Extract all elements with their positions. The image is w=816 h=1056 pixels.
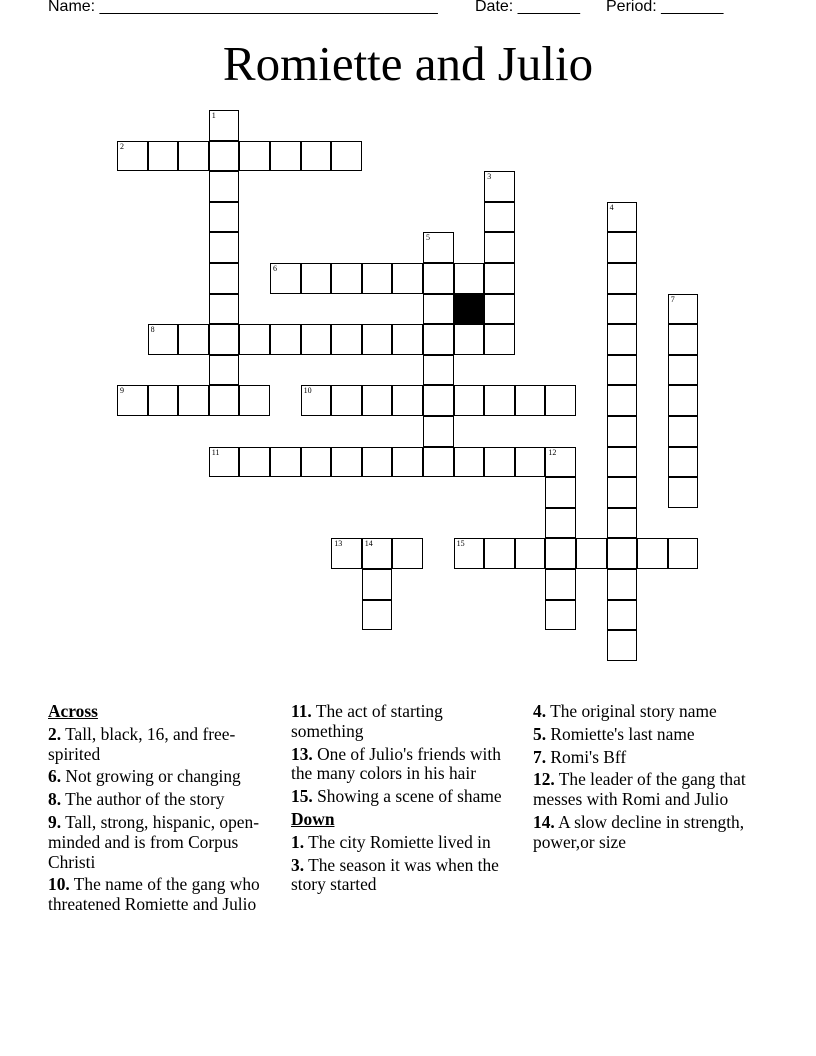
grid-cell[interactable] — [178, 324, 209, 355]
grid-cell[interactable] — [301, 324, 332, 355]
grid-cell[interactable] — [607, 600, 638, 631]
grid-cell[interactable] — [301, 141, 332, 172]
grid-cell[interactable] — [454, 263, 485, 294]
cell-number: 15 — [456, 539, 465, 549]
clue-column-2 — [291, 702, 516, 898]
page-title: Romiette and Julio — [222, 36, 594, 91]
cell-number: 1 — [211, 111, 216, 120]
grid-cell[interactable] — [607, 630, 638, 661]
grid-cell[interactable] — [668, 477, 699, 508]
cell-number: 3 — [487, 172, 492, 182]
cell-number: 4 — [609, 202, 614, 212]
grid-cell[interactable] — [209, 324, 240, 355]
grid-cell[interactable] — [607, 385, 638, 416]
grid-cell[interactable] — [209, 385, 240, 416]
grid-cell[interactable] — [362, 600, 393, 631]
cell-number: 2 — [120, 141, 124, 151]
grid-cell[interactable] — [209, 447, 240, 478]
date-field-label: Date: _______ — [475, 0, 580, 15]
grid-cell[interactable] — [515, 385, 546, 416]
grid-cell[interactable] — [178, 385, 209, 416]
down-heading: Down — [291, 808, 335, 829]
grid-cell[interactable] — [362, 447, 393, 478]
grid-cell[interactable] — [209, 263, 240, 294]
cell-number: 8 — [150, 325, 155, 335]
grid-cell[interactable] — [484, 294, 515, 325]
grid-cell[interactable] — [545, 477, 576, 508]
grid-cell[interactable] — [484, 324, 515, 355]
clue-down-12: 12. The leader of the gang that messes with Romi and Julio — [533, 769, 746, 810]
grid-cell[interactable] — [362, 385, 393, 416]
grid-cell[interactable] — [423, 355, 454, 386]
grid-cell[interactable] — [270, 447, 301, 478]
grid-cell[interactable] — [362, 324, 393, 355]
clue-down-1: 1. The city Romiette lived in — [291, 831, 491, 852]
grid-cell[interactable] — [331, 538, 362, 569]
clue-down-3: 3. The season it was when the story started — [291, 854, 499, 895]
grid-cell[interactable] — [515, 447, 546, 478]
clue-across-6: 6. Not growing or changing — [48, 766, 241, 787]
grid-cell[interactable] — [454, 447, 485, 478]
grid-cell[interactable] — [392, 385, 423, 416]
grid-cell[interactable] — [484, 202, 515, 233]
grid-cell[interactable] — [239, 324, 270, 355]
grid-cell[interactable] — [607, 232, 638, 263]
grid-cell[interactable] — [545, 447, 576, 478]
grid-cell[interactable] — [239, 385, 270, 416]
grid-cell[interactable] — [545, 385, 576, 416]
cell-number: 13 — [334, 539, 343, 549]
grid-cell[interactable] — [331, 263, 362, 294]
cell-number: 5 — [426, 233, 430, 243]
grid-cell[interactable] — [423, 447, 454, 478]
grid-cell[interactable] — [423, 416, 454, 447]
grid-cell[interactable] — [576, 538, 607, 569]
grid-cell[interactable] — [148, 141, 179, 172]
grid-cell[interactable] — [392, 447, 423, 478]
grid-cell[interactable] — [484, 263, 515, 294]
grid-cell[interactable] — [545, 600, 576, 631]
grid-cell[interactable] — [607, 508, 638, 539]
grid-cell[interactable] — [331, 385, 362, 416]
grid-cell[interactable] — [607, 324, 638, 355]
cell-number: 11 — [211, 447, 220, 457]
clue-across-13: 13. One of Julio's friends with the many colors in his hair — [291, 743, 501, 784]
grid-cell[interactable] — [484, 232, 515, 263]
grid-cell[interactable] — [301, 385, 332, 416]
grid-cell[interactable] — [423, 263, 454, 294]
grid-cell[interactable] — [668, 385, 699, 416]
grid-cell[interactable] — [545, 538, 576, 569]
grid-cell[interactable] — [239, 447, 270, 478]
clue-column-3 — [533, 702, 763, 856]
cell-number: 7 — [670, 294, 675, 304]
grid-cell[interactable] — [607, 477, 638, 508]
clue-across-11: 11. The act of starting something — [291, 701, 443, 741]
grid-cell[interactable] — [239, 141, 270, 172]
grid-cell[interactable] — [301, 447, 332, 478]
cell-number: 6 — [273, 264, 277, 273]
grid-cell[interactable] — [392, 538, 423, 569]
cell-number: 14 — [364, 539, 373, 549]
grid-cell[interactable] — [545, 569, 576, 600]
grid-cell[interactable] — [362, 263, 393, 294]
black-cell — [454, 294, 485, 325]
period-field-label: Period: _______ — [606, 0, 724, 15]
grid-cell[interactable] — [423, 294, 454, 325]
grid-cell[interactable] — [668, 355, 699, 386]
grid-cell[interactable] — [270, 324, 301, 355]
grid-cell[interactable] — [117, 385, 148, 416]
clue-down-14: 14. A slow decline in strength, power,or size — [533, 811, 745, 852]
grid-cell[interactable] — [392, 324, 423, 355]
grid-cell[interactable] — [270, 263, 301, 294]
clue-across-8: 8. The author of the story — [48, 789, 225, 810]
grid-cell[interactable] — [331, 324, 362, 355]
grid-cell[interactable] — [148, 324, 179, 355]
clue-down-7: 7. Romi's Bff — [533, 746, 627, 767]
grid-cell[interactable] — [423, 232, 454, 263]
grid-cell[interactable] — [607, 355, 638, 386]
grid-cell[interactable] — [515, 538, 546, 569]
grid-cell[interactable] — [362, 569, 393, 600]
grid-cell[interactable] — [668, 294, 699, 325]
clue-across-9: 9. Tall, strong, hispanic, open-minded and is from Corpus Christi — [48, 811, 259, 872]
cell-number: 9 — [120, 386, 124, 396]
grid-cell[interactable] — [209, 171, 240, 202]
grid-cell[interactable] — [209, 141, 240, 172]
grid-cell[interactable] — [668, 324, 699, 355]
grid-cell[interactable] — [607, 538, 638, 569]
grid-cell[interactable] — [209, 294, 240, 325]
grid-cell[interactable] — [331, 447, 362, 478]
grid-cell[interactable] — [668, 416, 699, 447]
grid-cell[interactable] — [607, 202, 638, 233]
cell-number: 10 — [303, 386, 312, 396]
cell-number: 12 — [548, 447, 557, 457]
name-field-label: Name: ______________________________________ — [48, 0, 438, 15]
grid-cell[interactable] — [607, 569, 638, 600]
grid-cell[interactable] — [423, 385, 454, 416]
grid-cell[interactable] — [117, 141, 148, 172]
grid-cell[interactable] — [607, 416, 638, 447]
grid-cell[interactable] — [668, 447, 699, 478]
grid-cell[interactable] — [301, 263, 332, 294]
grid-cell[interactable] — [331, 141, 362, 172]
grid-cell[interactable] — [209, 232, 240, 263]
grid-cell[interactable] — [454, 324, 485, 355]
clue-across-2: 2. Tall, black, 16, and free-spirited — [48, 723, 236, 764]
grid-cell[interactable] — [209, 202, 240, 233]
clue-down-4: 4. The original story name — [533, 701, 717, 721]
grid-cell[interactable] — [607, 263, 638, 294]
grid-cell[interactable] — [484, 447, 515, 478]
grid-cell[interactable] — [362, 538, 393, 569]
grid-cell[interactable] — [392, 263, 423, 294]
grid-cell[interactable] — [668, 538, 699, 569]
grid-cell[interactable] — [484, 385, 515, 416]
grid-cell[interactable] — [454, 538, 485, 569]
grid-cell[interactable] — [484, 171, 515, 202]
grid-cell[interactable] — [270, 141, 301, 172]
grid-cell[interactable] — [178, 141, 209, 172]
grid-cell[interactable] — [637, 538, 668, 569]
grid-cell[interactable] — [607, 447, 638, 478]
grid-cell[interactable] — [545, 508, 576, 539]
across-heading: Across — [48, 701, 98, 721]
grid-cell[interactable] — [484, 538, 515, 569]
grid-cell[interactable] — [148, 385, 179, 416]
clue-across-10: 10. The name of the gang who threatened Romiette and Julio — [48, 874, 260, 915]
clue-down-5: 5. Romiette's last name — [533, 723, 695, 744]
grid-cell[interactable] — [423, 324, 454, 355]
grid-cell[interactable] — [454, 385, 485, 416]
grid-cell[interactable] — [209, 355, 240, 386]
clue-across-15: 15. Showing a scene of shame — [291, 786, 502, 807]
grid-cell[interactable] — [209, 110, 240, 141]
grid-cell[interactable] — [607, 294, 638, 325]
clue-column-1 — [48, 702, 273, 918]
